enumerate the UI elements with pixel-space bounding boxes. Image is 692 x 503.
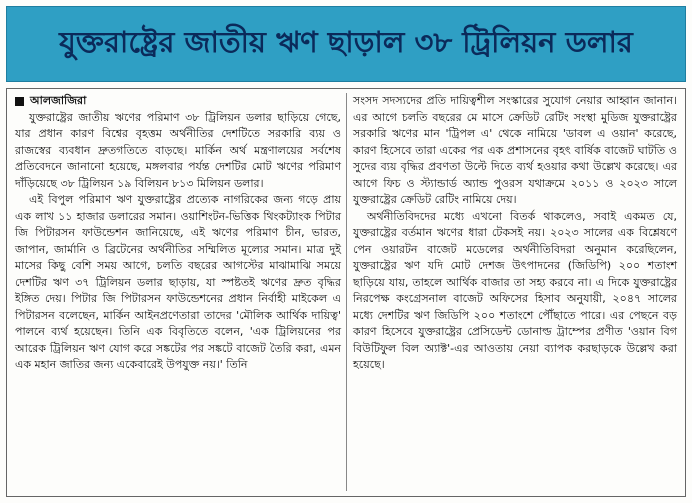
byline [15,93,341,110]
source-label: আলজাজিরা [30,94,87,107]
paragraph: যুক্তরাষ্ট্রের জাতীয় ঋণের পরিমাণ ৩৮ ট্রিলিয়ন ডলার ছাড়িয়ে গেছে, যার প্রধান কারণ বিশ্বের বৃহত্তম অর্থনীতির দেশটিতে সরকারি ব্যয় ও রাজস্বের ব্যবধান দ্রুতগতিতে বাড়ছে। মার্কিন অর্থ মন্ত্রণালয়ের সর্বশেষ প্রতিবেদনে জানানো হয়েছে, মঙ্গলবার পর্যন্ত দেশটির মোট ঋণের পরিমাণ দাঁড়িয়েছে ৩৮ ট্রিলিয়ন ১৯ বিলিয়ন ৮১৩ মিলিয়ন ডলার। [15,110,341,190]
headline: যুক্তরাষ্ট্রের জাতীয় ঋণ ছাড়াল ৩৮ ট্রিলিয়ন ডলার [59,24,633,59]
square-bullet-icon [15,97,24,106]
headline-banner [6,6,686,82]
paragraph: অর্থনীতিবিদদের মধ্যে এখনো বিতর্ক থাকলেও, সবাই একমত যে, যুক্তরাষ্ট্রের বর্তমান ঋণের ধারা টেকসই নয়। ২০২৩ সালের এক বিশ্লেষণে পেন ওয়ারটন বাজেট মডেলের অর্থনীতিবিদরা অনুমান করেছিলেন, যুক্তরাষ্ট্রের ঋণ যদি মোট দেশজ উৎপাদনের (জিডিপি) ২০০ শতাংশ ছাড়িয়ে যায়, তাহলে আর্থিক বাজার তা সহ্য করবে না। এ দিকে যুক্তরাষ্ট্রের নিরপেক্ষ কংগ্রেসনাল বাজেট অফিসের হিসাব অনুযায়ী, ২০৪৭ সালের মধ্যে দেশটির ঋণ জিডিপি ২০০ শতাংশে পৌঁছাতে পারে। এর পেছনে বড় কারণ হিসেবে যুক্তরাষ্ট্রের প্রেসিডেন্ট ডোনাল্ড ট্রাম্পের প্রণীত 'ওয়ান বিগ বিউটিফুল বিল অ্যাক্ট'-এর আওতায় নেয়া ব্যাপক করছাড়কে উল্লেখ করা হয়েছে। [353,209,677,371]
paragraph: এই বিপুল পরিমাণ ঋণ যুক্তরাষ্ট্রের প্রত্যেক নাগরিকের জন্য গড়ে প্রায় এক লাখ ১১ হাজার ডলারের সমান। ওয়াশিংটন-ভিত্তিক থিংকট্যাংক পিটার জি পিটারসন ফাউন্ডেশন জানিয়েছে, এই ঋণের পরিমাণ চীন, ভারত, জাপান, জার্মানি ও ব্রিটেনের অর্থনীতির সম্মিলিত মূল্যের সমান। মাত্র দুই মাসের কিছু বেশি সময় আগে, চলতি বছরের আগস্টের মাঝামাঝি সময়ে দেশটির ঋণ ৩৭ ট্রিলিয়ন ডলার ছাড়ায়, যা স্পষ্টতই ঋণের দ্রুত বৃদ্ধির ইঙ্গিত দেয়। পিটার জি পিটারসন ফাউন্ডেশনের প্রধান নির্বাহী মাইকেল এ পিটারসন বলেছেন, মার্কিন আইনপ্রণেতারা তাদের 'মৌলিক আর্থিক দায়িত্ব' পালনে ব্যর্থ হয়েছেন। তিনি এক বিবৃতিতে বলেন, 'এক ট্রিলিয়নের পর আরেক ট্রিলিয়ন ঋণ যোগ করে সঙ্কটের পর সঙ্কটে বাজেট তৈরি করা, এমন এক মহান জাতির জন্য একেবারেই উপযুক্ত নয়।' তিনি [15,193,341,371]
left-column [15,93,341,374]
article-body [6,88,686,497]
paragraph: সংসদ সদস্যদের প্রতি দায়িত্বশীল সংস্কারের সুযোগ নেয়ার আহ্বান জানান। এর আগে চলতি বছরের মে মাসে ক্রেডিট রেটিং সংস্থা মুডিজ যুক্তরাষ্ট্রের সরকারি ঋণের মান 'ট্রিপল এ' থেকে নামিয়ে 'ডাবল এ ওয়ান' করেছে, কারণ হিসেবে তারা একের পর এক প্রশাসনের বৃহৎ বার্ষিক বাজেট ঘাটতি ও সুদের ব্যয় বৃদ্ধির প্রবণতা উল্টে দিতে ব্যর্থ হওয়ার কথা উল্লেখ করেছে। এর আগে ফিচ ও স্ট্যান্ডার্ড অ্যান্ড পুওরস যথাক্রমে ২০১১ ও ২০২৩ সালে যুক্তরাষ্ট্রের ক্রেডিট রেটিং নামিয়ে দেয়। [353,94,677,206]
column-divider [346,93,347,491]
right-column [353,93,677,374]
